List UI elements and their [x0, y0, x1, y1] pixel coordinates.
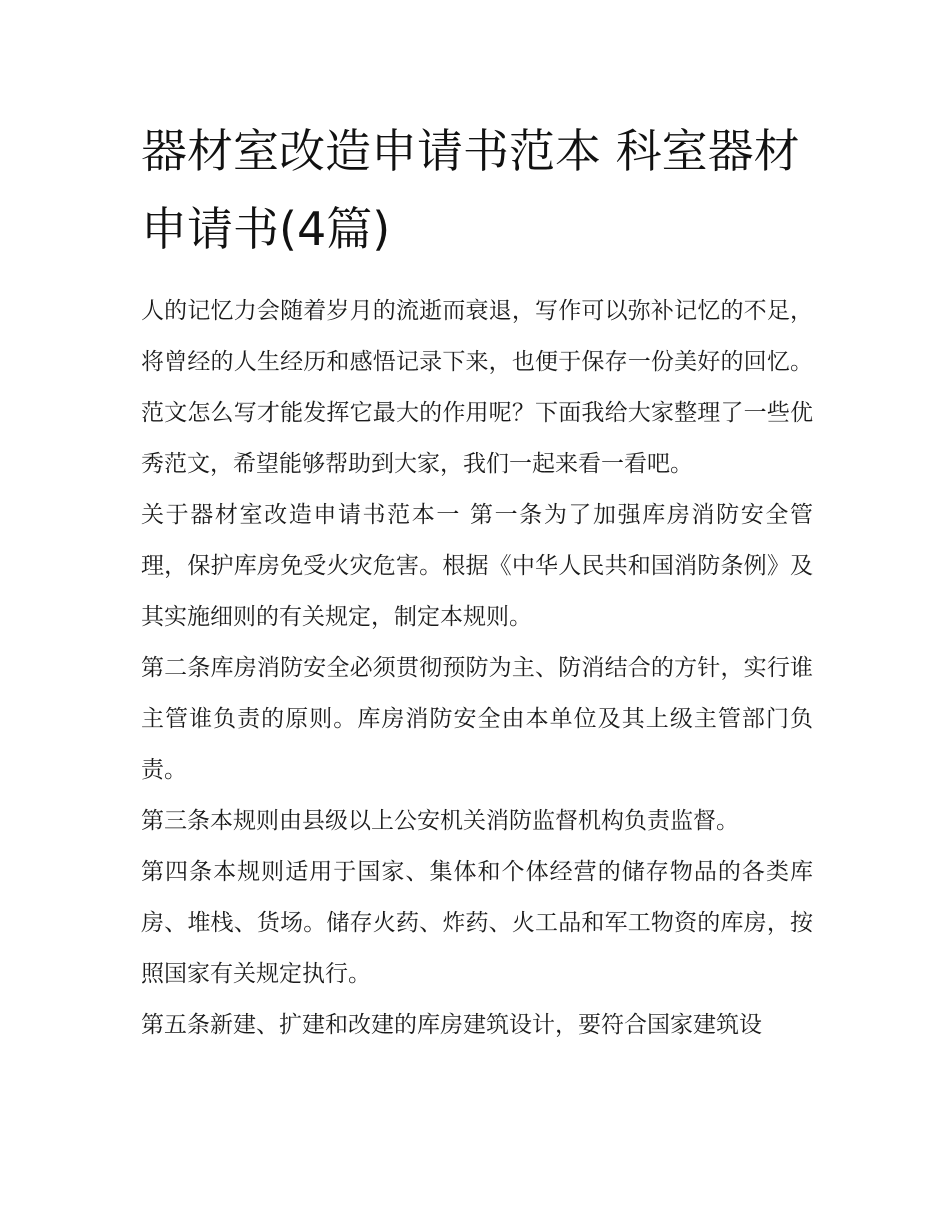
- paragraph-article-1: 关于器材室改造申请书范本一 第一条为了加强库房消防安全管理，保护库房免受火灾危害。根据《中华人民共和国消防条例》及其实施细则的有关规定，制定本规则。: [141, 502, 813, 630]
- document-title: 器材室改造申请书范本 科室器材申请书(4篇): [141, 124, 800, 256]
- paragraph-article-2: 第二条库房消防安全必须贯彻预防为主、防消结合的方针，实行谁主管谁负责的原则。库房消防安全由本单位及其上级主管部门负责。: [141, 655, 813, 783]
- document-page: [141, 112, 813, 1051]
- paragraph-article-4: 第四条本规则适用于国家、集体和个体经营的储存物品的各类库房、堆栈、货场。储存火药、炸药、火工品和军工物资的库房，按照国家有关规定执行。: [141, 859, 813, 987]
- intro-paragraph: 人的记忆力会随着岁月的流逝而衰退，写作可以弥补记忆的不足，将曾经的人生经历和感悟记录下来，也便于保存一份美好的回忆。范文怎么写才能发挥它最大的作用呢？下面我给大家整理了一些优秀范文，希望能够帮助到大家，我们一起来看一看吧。: [141, 298, 813, 477]
- paragraph-article-3: 第三条本规则由县级以上公安机关消防监督机构负责监督。: [141, 808, 739, 834]
- paragraph-article-5: 第五条新建、扩建和改建的库房建筑设计，要符合国家建筑设: [141, 1012, 762, 1038]
